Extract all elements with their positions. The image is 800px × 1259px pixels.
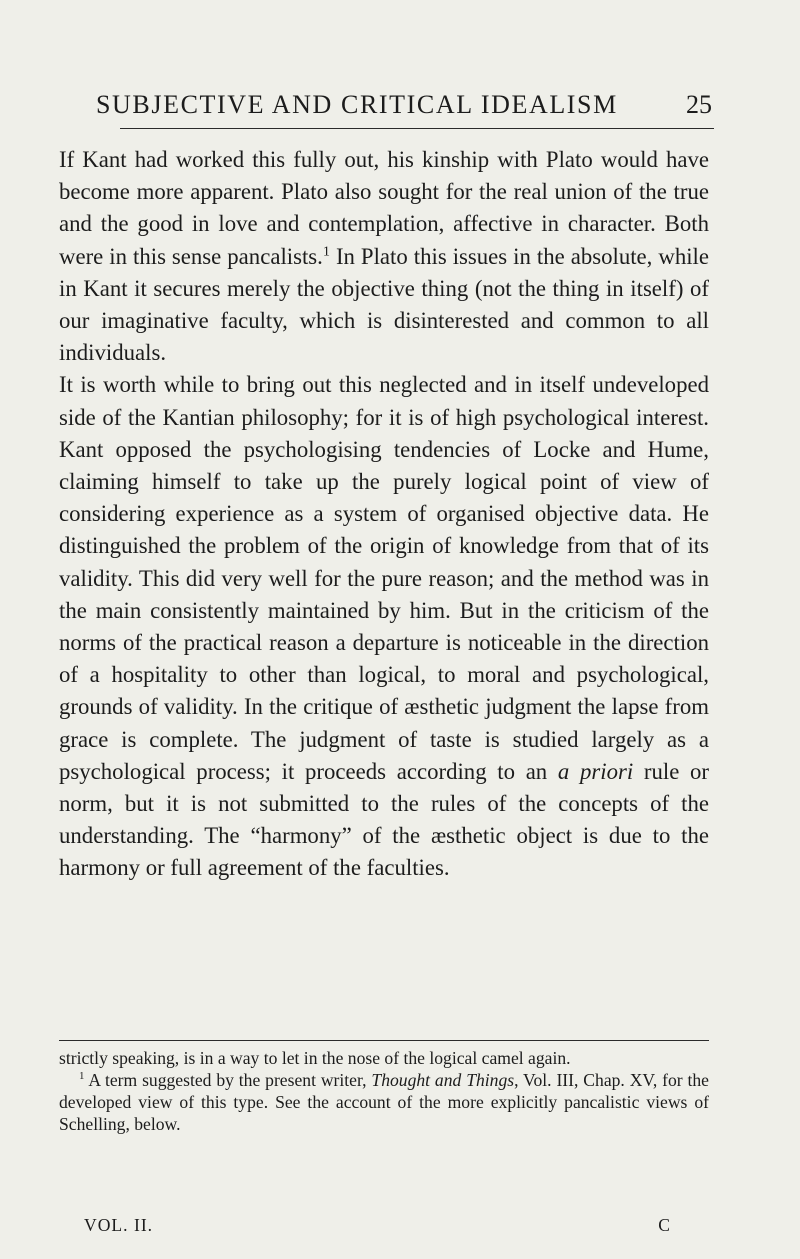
paragraph-1: If Kant had worked this fully out, his kinship with Plato would have become more apparent. Plato also sought for the real union of the true and the good in love and contemplation, affective in character. Both were in this sense pancalists.$^1$ In Plato this issues in the absolute, while in Kant it secures merely the objective thing (not the thing in itself) of our imaginative faculty, which is disinterested and common to all individuals. [59,147,710,366]
footnote-italic-title: Thought and Things [371,1070,515,1090]
page-number: 25 [686,90,712,119]
running-title: SUBJECTIVE AND CRITICAL IDEALISM [96,90,618,119]
main-text [59,144,709,885]
running-header [96,90,712,120]
header-rule [120,128,714,129]
footnote-1: $^1$ A term suggested by the present writer, Thought and Things, Vol. III, Chap. XV, for the developed view of this type. See the account of the more explicitly pancalistic views of Schelling, below. [59,1070,709,1134]
footnote-mark-1: 1 [79,1070,85,1083]
footnote-rule [59,1040,709,1041]
paragraph-2: It is worth while to bring out this neglected and in itself undeveloped side of the Kantian philosophy; for it is of high psychological interest. Kant opposed the psychologising tendencies of Locke and Hume, claiming himself to take up the purely logical point of view of considering experience as a system of organised objective data. He distinguished the problem of the origin of knowledge from that of its validity. This did very well for the pure reason; and the method was in the main consistently maintained by him. But in the criticism of the norms of the practical reason a departure is noticeable in the direction of a hospitality to other than logical, to moral and psychological, grounds of validity. In the critique of æsthetic judgment the lapse from grace is complete. The judgment of taste is studied largely as a psychological process; it proceeds according to an a priori rule or norm, but it is not submitted to the rules of the concepts of the understanding. The “harmony” of the æsthetic object is due to the harmony or full agreement of the faculties. [59,372,709,881]
footnotes [59,1047,709,1135]
signature-mark: C [658,1215,670,1235]
footnote-continued: strictly speaking, is in a way to let in the nose of the logical camel again. [59,1048,571,1068]
footnote-ref-1: 1 [322,243,330,260]
signature-line [84,1215,710,1239]
volume-mark: VOL. II. [84,1215,154,1235]
italic-phrase: a priori [557,758,634,784]
